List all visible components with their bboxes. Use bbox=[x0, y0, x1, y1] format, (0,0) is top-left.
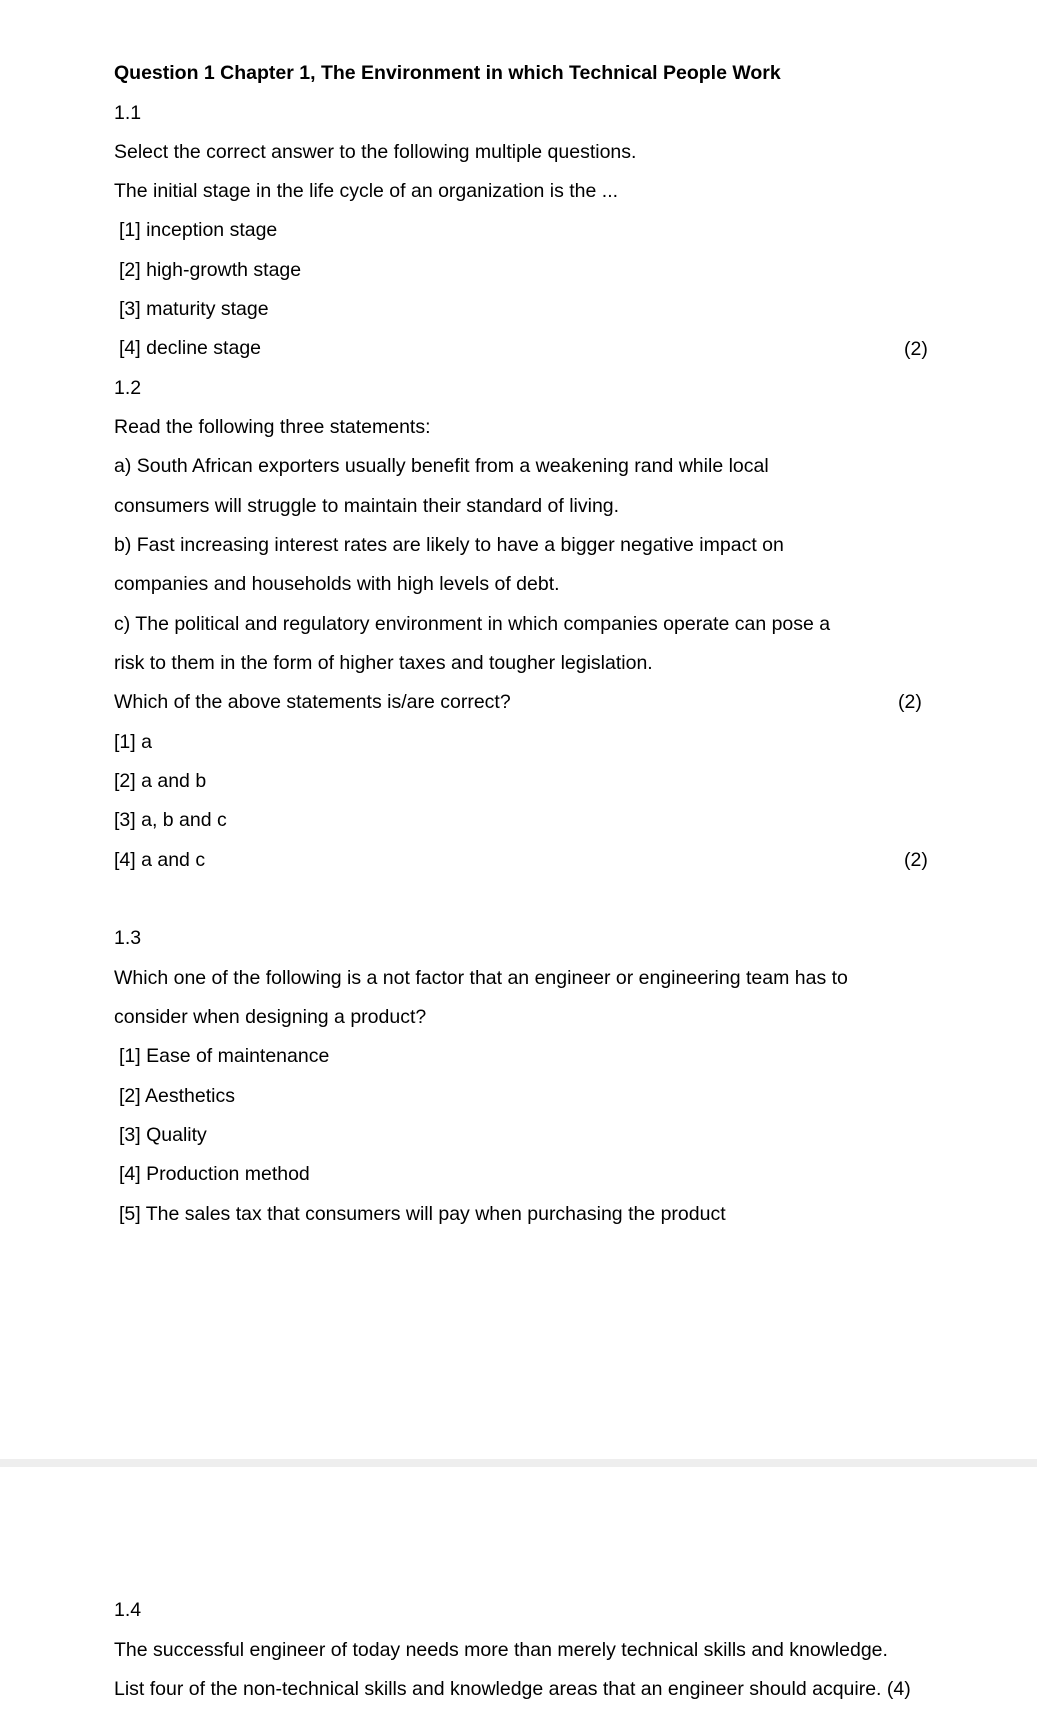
q1-4-number: 1.4 bbox=[114, 1599, 142, 1621]
q1-3-option: [5] The sales tax that consumers will pay when purchasing the product bbox=[119, 1203, 726, 1225]
q1-2-option: [2] a and b bbox=[114, 770, 207, 792]
q1-2-option: [3] a, b and c bbox=[114, 809, 227, 831]
q1-4-line: The successful engineer of today needs more than merely technical skills and knowledge. bbox=[114, 1639, 888, 1661]
q1-3-question-line: Which one of the following is a not factor that an engineer or engineering team has to bbox=[114, 967, 848, 989]
q1-3-option: [2] Aesthetics bbox=[119, 1085, 235, 1107]
q1-2-option: [1] a bbox=[114, 731, 152, 753]
q1-3-question-line: consider when designing a product? bbox=[114, 1006, 427, 1028]
question-heading: Question 1 Chapter 1, The Environment in which Technical People Work bbox=[114, 62, 781, 84]
document-page-2 bbox=[0, 1467, 1037, 1722]
q1-2-statement-line: consumers will struggle to maintain their standard of living. bbox=[114, 495, 620, 517]
q1-2-number: 1.2 bbox=[114, 377, 142, 399]
q1-1-option: [3] maturity stage bbox=[119, 298, 269, 320]
q1-2-marks: (2) bbox=[904, 849, 928, 871]
q1-2-question-marks: (2) bbox=[898, 691, 922, 713]
q1-1-option: [1] inception stage bbox=[119, 219, 278, 241]
q1-1-question: The initial stage in the life cycle of an organization is the ... bbox=[114, 180, 619, 202]
q1-2-option: [4] a and c bbox=[114, 849, 206, 871]
q1-1-number: 1.1 bbox=[114, 102, 142, 124]
q1-3-option: [1] Ease of maintenance bbox=[119, 1045, 330, 1067]
q1-1-option: [4] decline stage bbox=[119, 337, 262, 359]
page-separator bbox=[0, 1459, 1037, 1467]
q1-3-option: [4] Production method bbox=[119, 1163, 310, 1185]
q1-2-statement-line: b) Fast increasing interest rates are likely to have a bigger negative impact on bbox=[114, 534, 784, 556]
q1-2-statement-line: risk to them in the form of higher taxes and tougher legislation. bbox=[114, 652, 653, 674]
q1-1-option: [2] high-growth stage bbox=[119, 259, 302, 281]
q1-2-statement-line: a) South African exporters usually benefit from a weakening rand while local bbox=[114, 455, 769, 477]
q1-3-number: 1.3 bbox=[114, 927, 142, 949]
q1-2-question: Which of the above statements is/are correct? bbox=[114, 691, 511, 713]
q1-4-line: List four of the non-technical skills and knowledge areas that an engineer should acquire. (4) bbox=[114, 1678, 911, 1700]
q1-2-intro: Read the following three statements: bbox=[114, 416, 431, 438]
q1-2-statement-line: c) The political and regulatory environment in which companies operate can pose a bbox=[114, 613, 831, 635]
q1-2-statement-line: companies and households with high levels of debt. bbox=[114, 573, 560, 595]
q1-3-option: [3] Quality bbox=[119, 1124, 207, 1146]
q1-1-instruction: Select the correct answer to the following multiple questions. bbox=[114, 141, 637, 163]
q1-1-marks: (2) bbox=[904, 338, 928, 360]
